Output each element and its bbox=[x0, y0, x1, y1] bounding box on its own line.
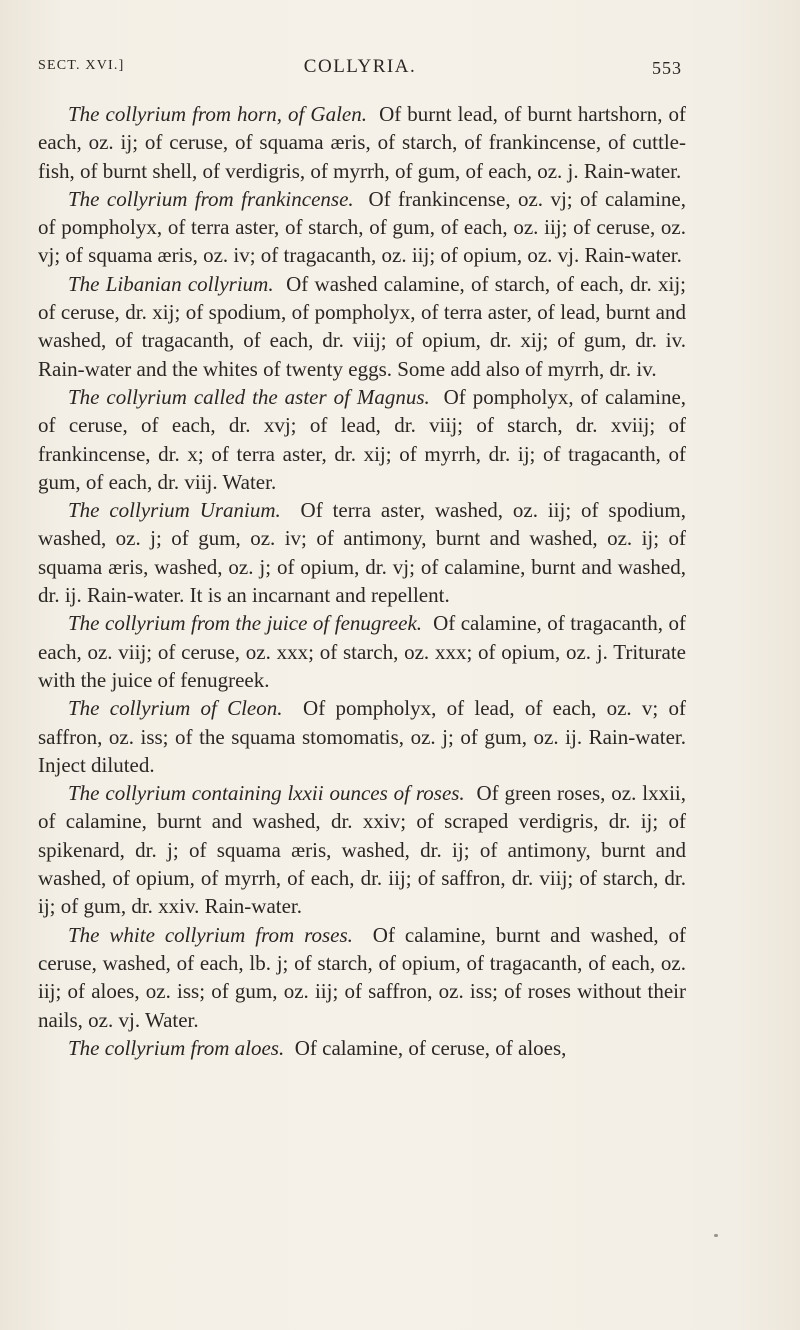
recipe-name: The white collyrium from roses. bbox=[68, 922, 353, 947]
section-label: SECT. XVI.] bbox=[38, 58, 125, 73]
recipe-entry bbox=[38, 185, 686, 270]
running-head bbox=[38, 56, 682, 86]
recipe-entry bbox=[38, 921, 686, 1034]
recipe-entry bbox=[38, 694, 686, 779]
recipe-text: Of calamine, of ceruse, of aloes, bbox=[294, 1035, 567, 1060]
recipe-name: The collyrium from the juice of fenugreek. bbox=[68, 611, 423, 636]
paper-speck bbox=[714, 1234, 718, 1237]
recipe-name: The collyrium from frankincense. bbox=[68, 186, 354, 211]
recipe-name: The collyrium from aloes. bbox=[68, 1035, 285, 1060]
recipe-text: Of terra aster, washed, oz. iij; of spodium, washed, oz. j; of gum, oz. iv; of antimony, burnt and washed, oz. ij; of squama æris, washed, oz. j; of opium, dr. vj; of calamine, burnt and washed, dr. ij. Rain-water. It is an incarnant and repellent. bbox=[38, 498, 686, 608]
recipe-name: The collyrium of Cleon. bbox=[68, 696, 283, 721]
recipe-text: Of frankincense, oz. vj; of calamine, of pompholyx, of terra aster, of starch, of gum, of each, oz. iij; of ceruse, oz. vj; of squama æris, oz. iv; of tragacanth, oz. iij; of opium, oz. vj. Rain-water. bbox=[38, 186, 686, 268]
recipe-text: Of calamine, of tragacanth, of each, oz. viij; of ceruse, oz. xxx; of starch, oz. xxx; of opium, oz. j. Triturate with the juice of fenugreek. bbox=[38, 611, 686, 692]
recipe-name: The collyrium containing lxxii ounces of roses. bbox=[68, 781, 465, 806]
recipe-name: The Libanian collyrium. bbox=[68, 271, 274, 296]
recipe-entry bbox=[38, 1034, 686, 1062]
recipe-text: Of pompholyx, of lead, of each, oz. v; of saffron, oz. iss; of the squama stomomatis, oz. j; of gum, oz. ij. Rain-water. Inject diluted. bbox=[38, 696, 687, 777]
recipe-entry bbox=[38, 496, 686, 609]
recipe-entry bbox=[38, 779, 686, 920]
recipe-name: The collyrium Uranium. bbox=[68, 498, 281, 523]
recipe-name: The collyrium from horn, of Galen. bbox=[68, 102, 367, 126]
recipe-text: Of green roses, oz. lxxii, of calamine, burnt and washed, dr. xxiv; of scraped verdigris, dr. ij; of spikenard, dr. j; of squama æris, washed, dr. ij; of antimony, burnt and washed, of opium, of myrrh, of each, dr. iij; of saffron, dr. viij; of starch, dr. ij; of gum, dr. xxiv. Rain-water. bbox=[38, 781, 686, 919]
recipe-entry bbox=[38, 383, 686, 496]
page-number: 553 bbox=[652, 58, 682, 78]
page-title: COLLYRIA. bbox=[303, 56, 417, 77]
recipe-text: Of pompholyx, of calamine, of ceruse, of each, dr. xvj; of lead, dr. viij; of starch, dr. xviij; of frankincense, dr. x; of terra aster, dr. xij; of myrrh, dr. ij; of tragacanth, of gum, of each, dr. viij. Water. bbox=[38, 384, 687, 494]
recipe-text: Of washed calamine, of starch, of each, dr. xij; of ceruse, dr. xij; of spodium, of pompholyx, of terra aster, of lead, burnt and washed, of tragacanth, of each, dr. viij; of opium, dr. xij; of gum, dr. iv. Rain-water and the whites of twenty eggs. Some add also of myrrh, dr. iv. bbox=[38, 271, 686, 381]
recipe-entry bbox=[38, 609, 686, 694]
recipe-text: Of burnt lead, of burnt hartshorn, of each, oz. ij; of ceruse, of squama æris, of starch, of frankincense, of cuttle-fish, of burnt shell, of verdigris, of myrrh, of gum, of each, oz. j. Rain-water. bbox=[38, 102, 686, 183]
recipe-entry bbox=[38, 100, 686, 185]
recipe-entry bbox=[38, 270, 686, 383]
recipe-text: Of calamine, burnt and washed, of ceruse, washed, of each, lb. j; of starch, of opium, of tragacanth, of each, oz. iij; of aloes, oz. iss; of gum, oz. iij; of saffron, oz. iss; of roses without their nails, oz. vj. Water. bbox=[38, 922, 686, 1032]
body-text bbox=[38, 100, 686, 1062]
recipe-name: The collyrium called the aster of Magnus. bbox=[68, 384, 430, 409]
